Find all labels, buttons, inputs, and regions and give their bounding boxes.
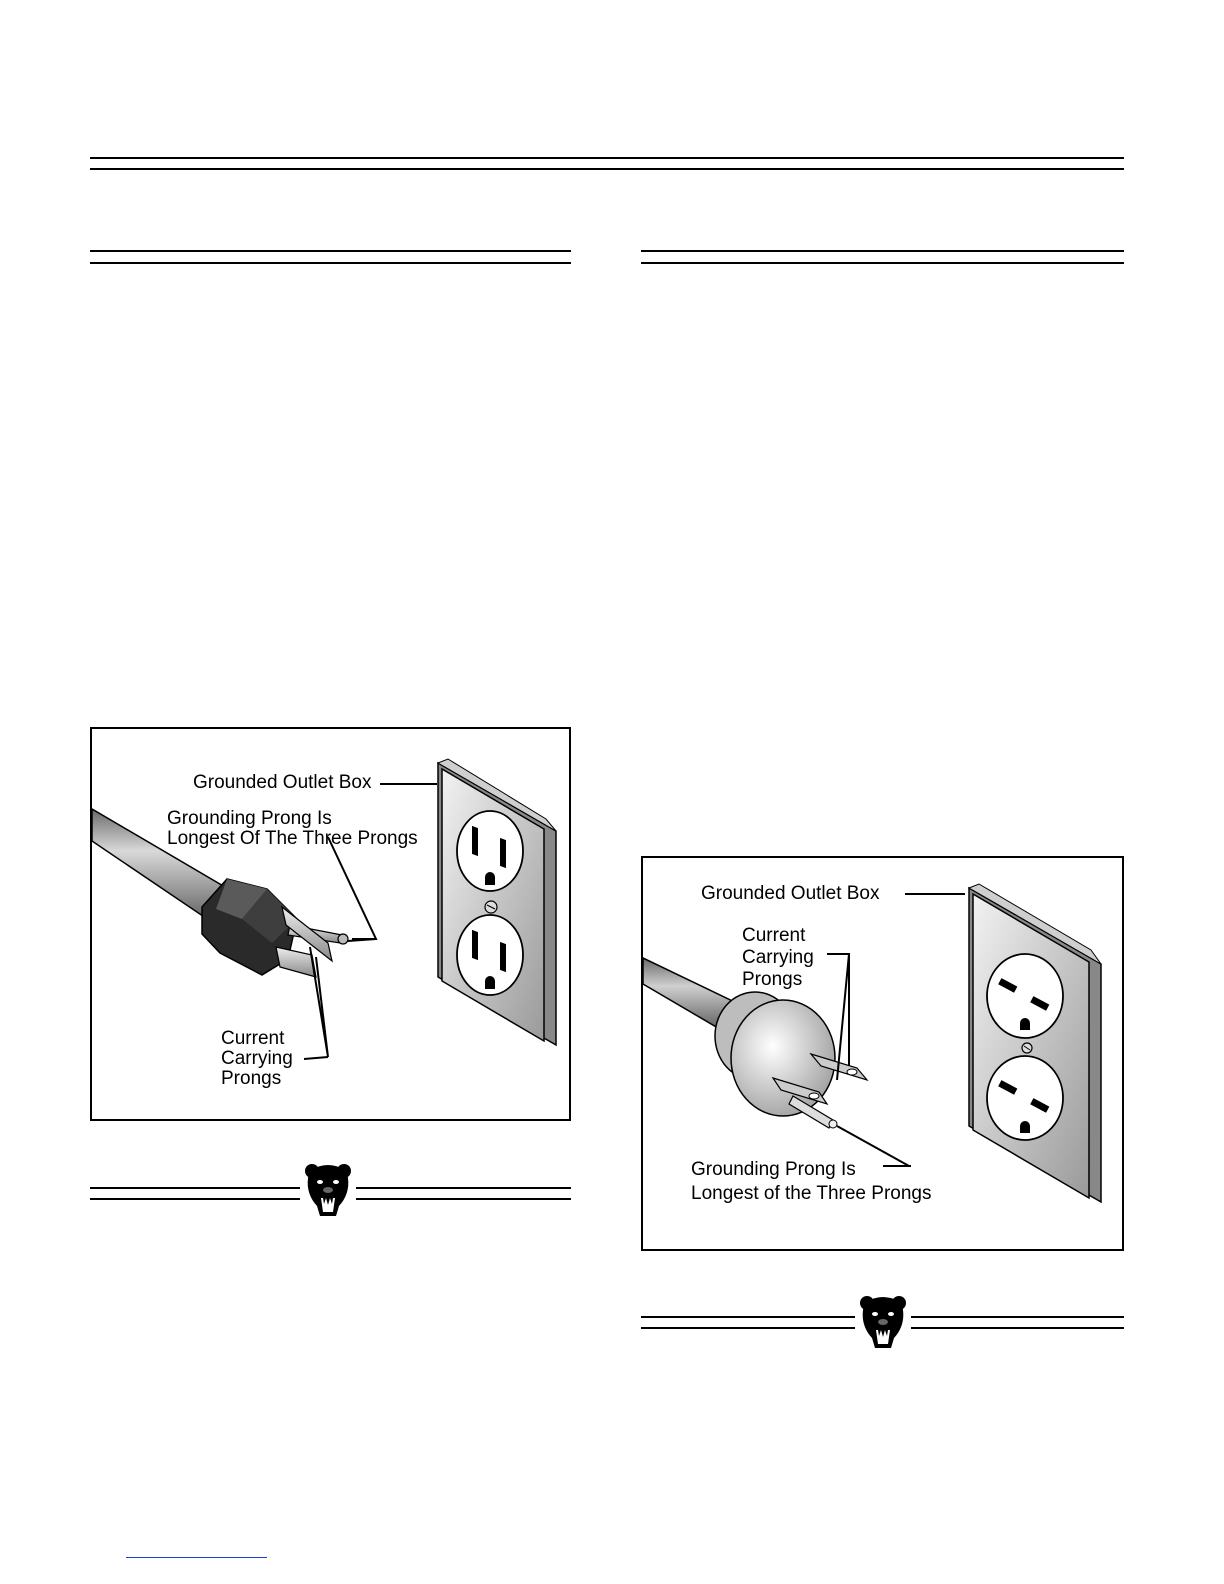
figure-grounded-plug-right <box>641 856 1124 1251</box>
callout-leader-lines-right <box>827 894 965 1166</box>
label-grounded-outlet-box: Grounded Outlet Box <box>701 883 880 904</box>
duplex-outlet-icon <box>969 884 1101 1202</box>
divider-rule <box>90 1187 300 1189</box>
label-current-prongs-line1: Current <box>742 925 806 946</box>
divider-rule <box>641 1327 855 1329</box>
left-column-heading-rule-top <box>90 250 571 252</box>
bear-logo-icon <box>858 1292 908 1350</box>
label-current-prongs-line3: Prongs <box>742 969 803 990</box>
page-header-rule-bottom <box>90 168 1124 170</box>
left-column-heading-rule-bottom <box>90 262 571 264</box>
label-current-prongs-line1: Current <box>221 1028 285 1049</box>
section-divider-left <box>90 1160 571 1220</box>
right-column-heading-rule-bottom <box>641 262 1124 264</box>
right-column-heading-rule-top <box>641 250 1124 252</box>
label-grounding-prong-line2: Longest Of The Three Prongs <box>167 828 418 849</box>
label-grounding-prong-line1: Grounding Prong Is <box>167 808 332 829</box>
label-grounded-outlet-box: Grounded Outlet Box <box>193 772 372 793</box>
three-prong-plug-icon <box>202 879 348 977</box>
divider-rule <box>356 1198 571 1200</box>
label-current-prongs-line2: Carrying <box>221 1048 293 1069</box>
divider-rule <box>641 1316 855 1318</box>
section-divider-right <box>641 1292 1124 1352</box>
bear-logo-icon <box>303 1160 353 1218</box>
figure-grounded-plug-left <box>90 727 571 1121</box>
divider-rule <box>911 1327 1124 1329</box>
label-current-prongs-line2: Carrying <box>742 947 814 968</box>
label-grounding-prong-line1: Grounding Prong Is <box>691 1159 856 1180</box>
divider-rule <box>356 1187 571 1189</box>
footer-link-underline[interactable] <box>126 1557 267 1558</box>
page-header-rule-top <box>90 157 1124 159</box>
label-current-prongs-line3: Prongs <box>221 1068 282 1089</box>
divider-rule <box>911 1316 1124 1318</box>
duplex-outlet-icon <box>438 759 556 1045</box>
label-grounding-prong-line2: Longest of the Three Prongs <box>691 1183 932 1204</box>
divider-rule <box>90 1198 300 1200</box>
